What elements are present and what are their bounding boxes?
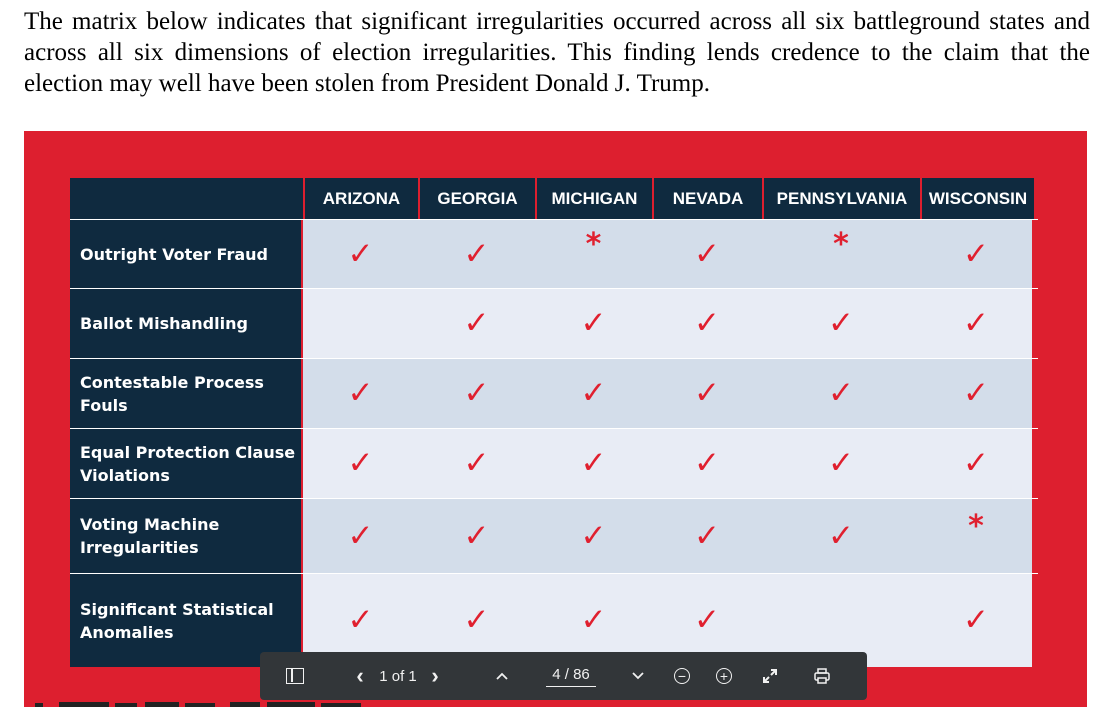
matrix-cell <box>652 289 762 358</box>
matrix-row <box>70 219 1038 288</box>
row-label: Voting Machine Irregularities <box>70 499 301 573</box>
check-mark-icon: ✓ <box>828 375 854 411</box>
matrix-cell <box>652 220 762 288</box>
check-mark-icon: ✓ <box>694 375 720 411</box>
check-mark-icon: ✓ <box>463 305 490 341</box>
chevron-left-icon: ‹ <box>356 663 364 688</box>
footnote-fragment <box>35 701 415 707</box>
state-header-michigan: MICHIGAN <box>537 178 652 219</box>
state-header-georgia: GEORGIA <box>420 178 535 219</box>
matrix-cell <box>303 359 418 428</box>
page-separator: / <box>564 666 574 683</box>
print-button[interactable] <box>810 652 834 700</box>
next-page-button[interactable] <box>626 652 650 700</box>
next-view-button[interactable] <box>425 652 445 700</box>
state-header-wisconsin: WISCONSIN <box>922 178 1034 219</box>
matrix-corner <box>70 178 303 219</box>
check-mark-icon: ✓ <box>580 445 607 481</box>
matrix-cell <box>762 220 920 288</box>
row-label: Ballot Mishandling <box>70 289 301 358</box>
check-mark-icon: ✓ <box>828 517 854 554</box>
check-mark-icon: ✓ <box>463 517 490 554</box>
previous-page-button[interactable] <box>490 652 514 700</box>
matrix-cell <box>303 429 418 498</box>
matrix-cell <box>762 499 920 573</box>
matrix-cell <box>920 429 1032 498</box>
prev-view-button[interactable] <box>350 652 370 700</box>
zoom-out-icon: − <box>674 668 690 684</box>
matrix-cell <box>920 289 1032 358</box>
state-header-arizona: ARIZONA <box>305 178 418 219</box>
matrix-row <box>70 358 1038 428</box>
check-mark-icon: ✓ <box>463 445 490 481</box>
row-label: Outright Voter Fraud <box>70 220 301 288</box>
matrix-cell <box>418 429 535 498</box>
matrix-cell <box>762 359 920 428</box>
matrix-row <box>70 498 1038 573</box>
irregularities-matrix-figure <box>24 131 1087 707</box>
check-mark-icon: ✓ <box>963 235 989 272</box>
matrix-cell <box>920 220 1032 288</box>
matrix-cell <box>535 359 652 428</box>
expand-icon <box>761 667 779 685</box>
zoom-out-button[interactable] <box>670 652 694 700</box>
chevron-down-icon <box>631 671 645 681</box>
check-mark-icon: ✓ <box>828 445 854 481</box>
matrix-cell <box>303 220 418 288</box>
irregularities-matrix-table <box>70 178 1038 667</box>
matrix-cell <box>303 289 418 358</box>
matrix-cell <box>303 499 418 573</box>
check-mark-icon: ✓ <box>463 602 490 638</box>
check-mark-icon: ✓ <box>828 305 854 341</box>
check-mark-icon: ✓ <box>347 517 374 554</box>
check-mark-icon: ✓ <box>963 305 989 341</box>
matrix-row <box>70 288 1038 358</box>
check-mark-icon: ✓ <box>694 305 720 341</box>
matrix-cell <box>418 499 535 573</box>
row-label: Contestable Process Fouls <box>70 359 301 428</box>
check-mark-icon: ✓ <box>963 445 989 481</box>
matrix-cell <box>418 289 535 358</box>
page-number-input[interactable] <box>546 664 596 687</box>
matrix-cell <box>418 359 535 428</box>
state-header-pennsylvania: PENNSYLVANIA <box>764 178 920 219</box>
matrix-cell <box>535 289 652 358</box>
current-page: 4 <box>552 666 561 683</box>
asterisk-icon: * <box>585 227 602 262</box>
matrix-cell <box>652 359 762 428</box>
matrix-cell <box>535 499 652 573</box>
check-mark-icon: ✓ <box>580 375 607 411</box>
check-mark-icon: ✓ <box>694 445 720 481</box>
check-mark-icon: ✓ <box>347 602 374 638</box>
check-mark-icon: ✓ <box>347 375 374 411</box>
matrix-header-row <box>70 178 1038 219</box>
chevron-right-icon: › <box>431 663 439 688</box>
check-mark-icon: ✓ <box>694 235 720 272</box>
print-icon <box>813 667 831 685</box>
check-mark-icon: ✓ <box>347 235 374 272</box>
matrix-cell <box>920 359 1032 428</box>
check-mark-icon: ✓ <box>694 517 720 554</box>
state-header-nevada: NEVADA <box>654 178 762 219</box>
fit-to-page-button[interactable] <box>758 652 782 700</box>
pdf-viewer-toolbar <box>260 652 867 700</box>
matrix-cell <box>652 429 762 498</box>
check-mark-icon: ✓ <box>580 602 607 638</box>
zoom-in-button[interactable] <box>712 652 736 700</box>
intro-paragraph: The matrix below indicates that significant irregularities occurred across all six battleground states and across all six dimensions of election irregularities. This finding lends credence to the claim that the election may well have been stolen from President Donald J. Trump. <box>24 8 1090 97</box>
check-mark-icon: ✓ <box>463 375 490 411</box>
check-mark-icon: ✓ <box>580 305 607 341</box>
check-mark-icon: ✓ <box>347 445 374 481</box>
matrix-cell <box>418 220 535 288</box>
matrix-cell <box>762 289 920 358</box>
matrix-cell <box>535 220 652 288</box>
check-mark-icon: ✓ <box>580 517 607 554</box>
check-mark-icon: ✓ <box>963 602 989 638</box>
row-label: Equal Protection Clause Violations <box>70 429 301 498</box>
check-mark-icon: ✓ <box>463 235 490 272</box>
matrix-cell <box>920 574 1032 667</box>
asterisk-icon: * <box>968 509 984 544</box>
sidebar-toggle-icon <box>286 668 304 684</box>
sidebar-toggle-button[interactable] <box>280 652 310 700</box>
check-mark-icon: ✓ <box>694 602 720 638</box>
check-mark-icon: ✓ <box>963 375 989 411</box>
matrix-row <box>70 428 1038 498</box>
matrix-cell <box>535 429 652 498</box>
total-pages: 86 <box>573 666 590 683</box>
view-counter: 1 of 1 <box>379 667 417 685</box>
asterisk-icon: * <box>833 227 849 262</box>
matrix-cell <box>920 499 1032 573</box>
matrix-cell <box>652 499 762 573</box>
matrix-cell <box>762 429 920 498</box>
row-label: Significant Statistical Anomalies <box>70 574 301 667</box>
chevron-up-icon <box>495 671 509 681</box>
zoom-in-icon: + <box>716 668 732 684</box>
